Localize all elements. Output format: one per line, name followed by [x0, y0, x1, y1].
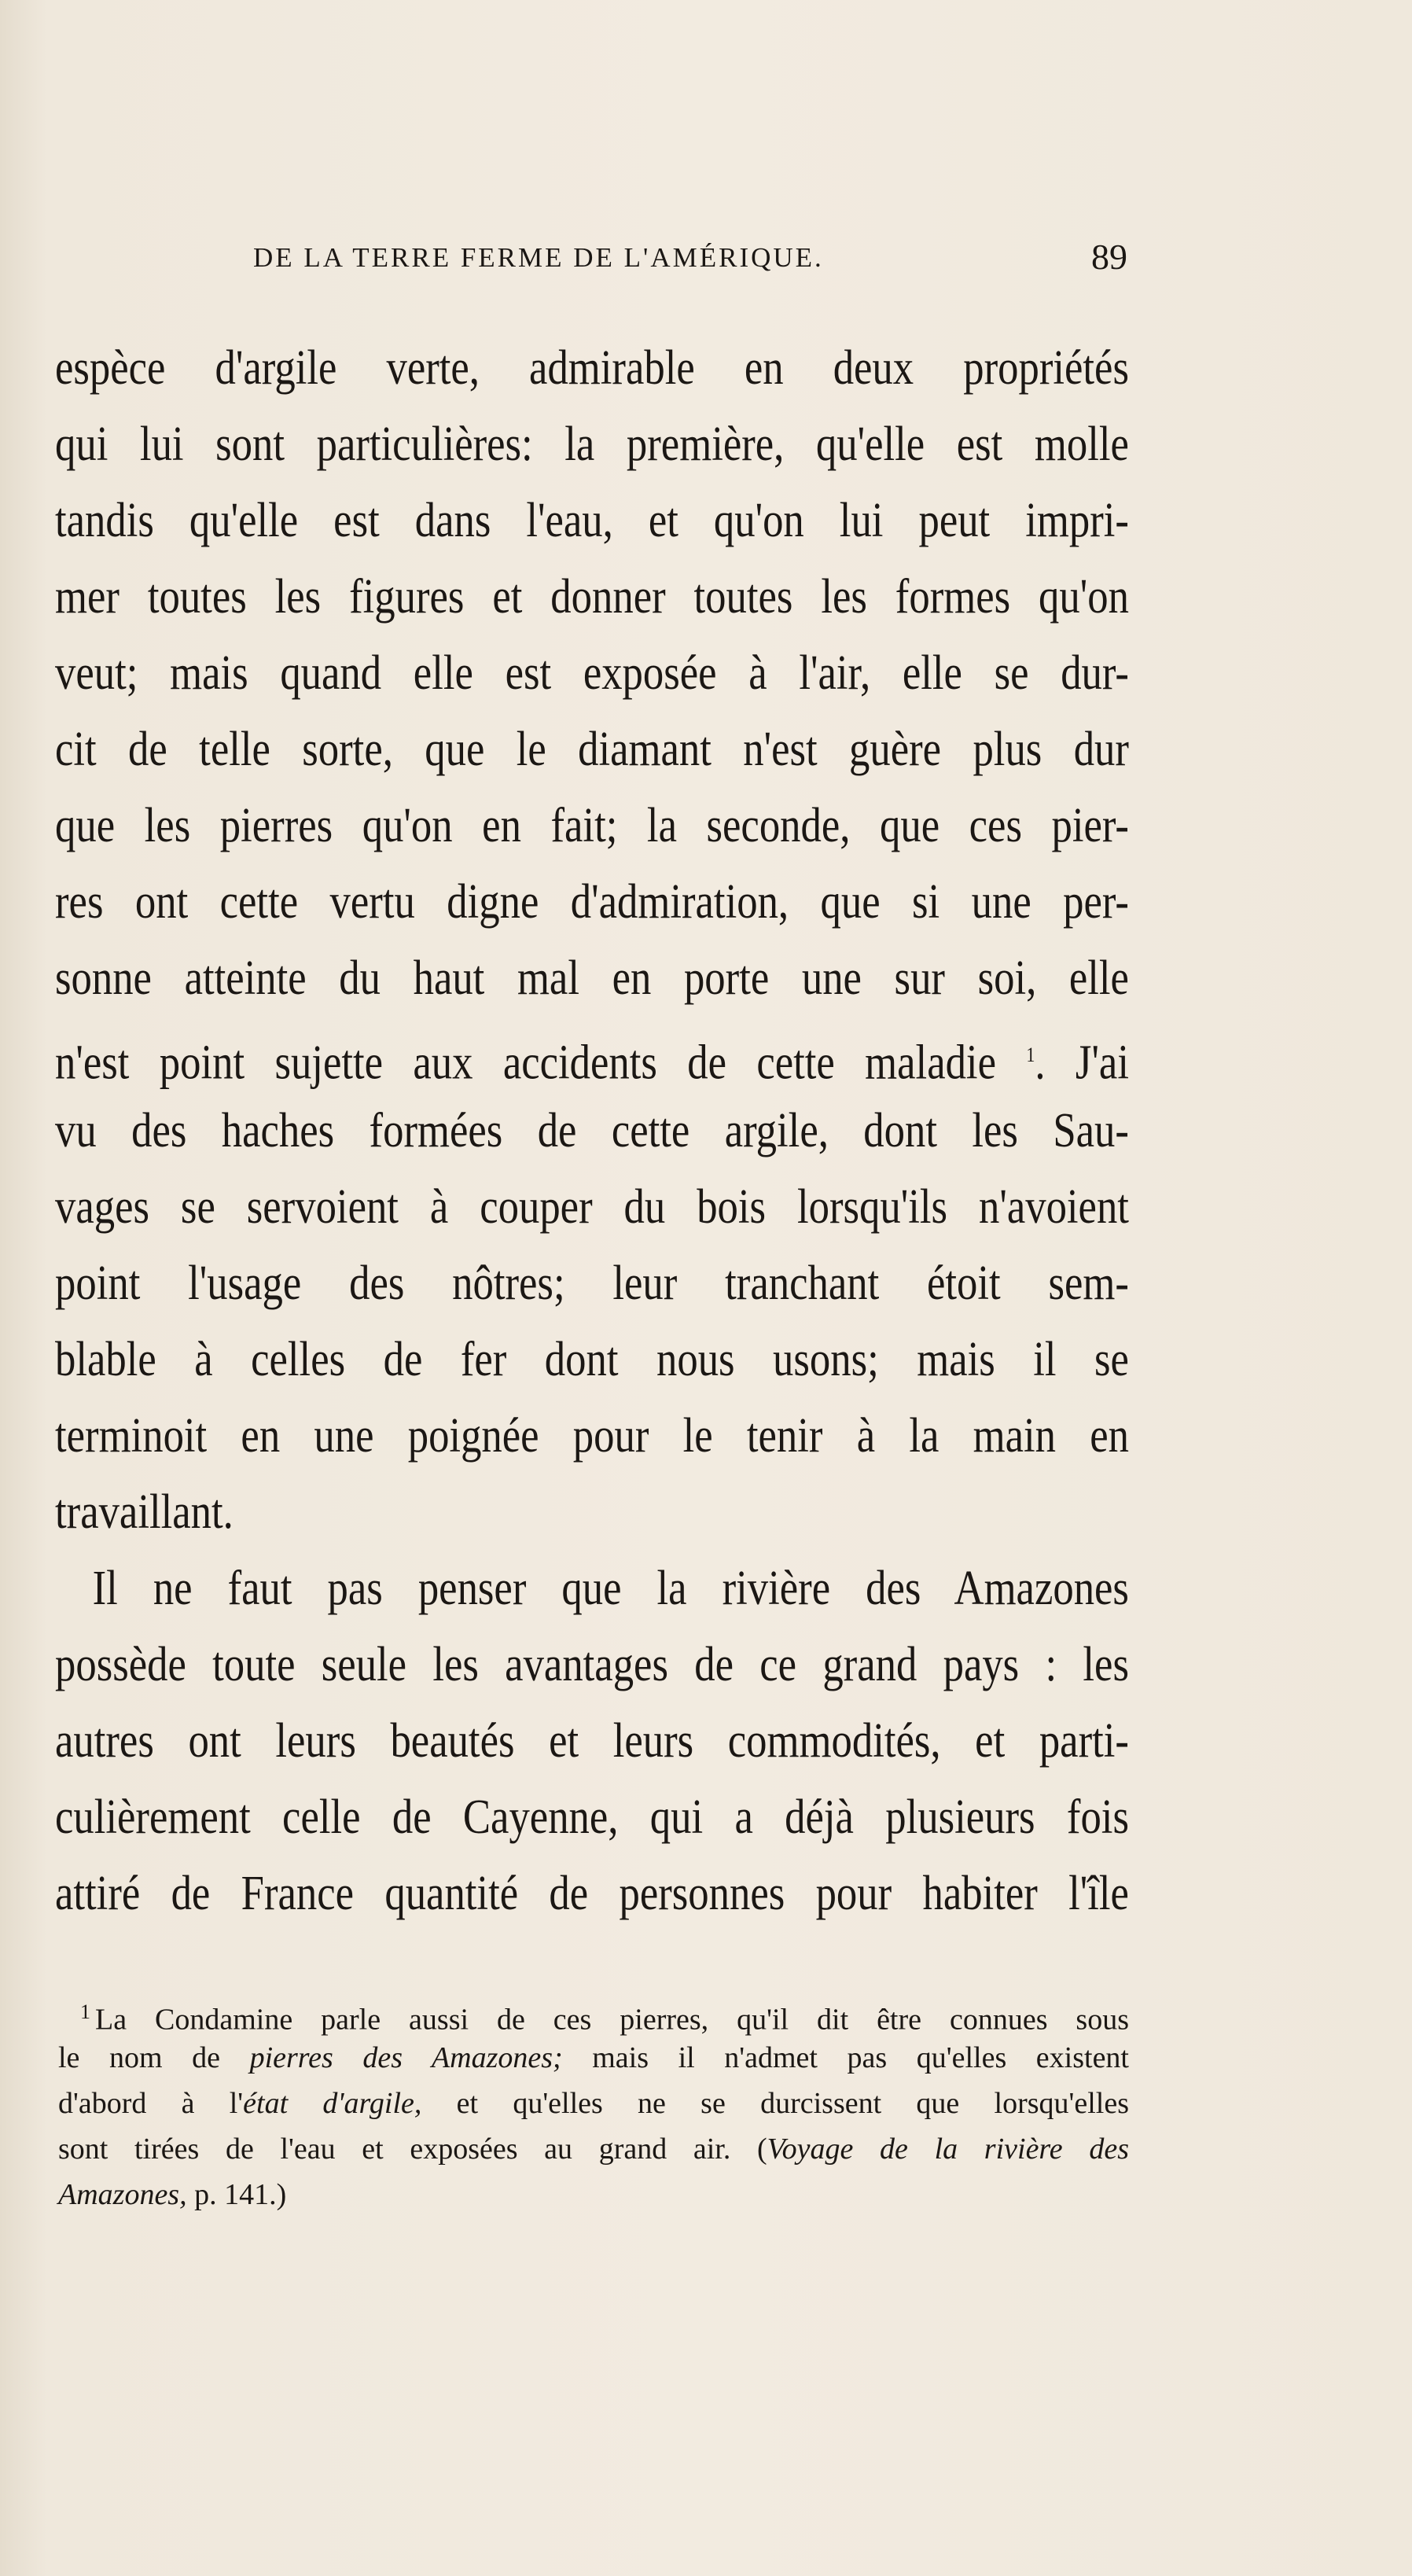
- text-segment: d'abord à l': [58, 2087, 244, 2120]
- italic-segment: Amazones,: [58, 2178, 187, 2211]
- text-line: vages se servoient à couper du bois lorsqu'ils n'avoient: [55, 1180, 1129, 1234]
- text-segment: et qu'elles ne se durcissent que lorsqu'elles: [421, 2087, 1130, 2120]
- text-line-with-footnote-ref: [55, 1017, 1129, 1093]
- footnote-line: [58, 2081, 1129, 2126]
- text-line: cit de telle sorte, que le diamant n'est guère plus dur: [55, 723, 1129, 776]
- text-line: qui lui sont particulières: la première, qu'elle est molle: [55, 418, 1129, 471]
- text-line: tandis qu'elle est dans l'eau, et qu'on lui peut impri-: [55, 494, 1129, 547]
- footnote-line: [58, 2172, 1129, 2217]
- text-segment: le nom de: [58, 2041, 250, 2074]
- text-line: mer toutes les figures et donner toutes les formes qu'on: [55, 570, 1129, 624]
- footnote-line: [58, 1989, 1129, 2035]
- text-line: attiré de France quantité de personnes pour habiter l'île: [55, 1867, 1129, 1920]
- text-segment: mais il n'admet pas qu'elles existent: [562, 2041, 1129, 2074]
- text-line: veut; mais quand elle est exposée à l'air, elle se dur-: [55, 646, 1129, 700]
- text-segment: sont tirées de l'eau et exposées au grand air. (: [58, 2133, 767, 2166]
- text-segment: . J'ai: [1035, 1036, 1129, 1090]
- text-line: point l'usage des nôtres; leur tranchant étoit sem-: [55, 1257, 1129, 1310]
- text-line: espèce d'argile verte, admirable en deux propriétés: [55, 341, 1129, 395]
- text-line: Il ne faut pas penser que la rivière des Amazones: [92, 1562, 1129, 1615]
- text-line: culièrement celle de Cayenne, qui a déjà plusieurs fois: [55, 1790, 1129, 1844]
- text-line: terminoit en une poignée pour le tenir à la main en: [55, 1409, 1129, 1463]
- text-line: possède toute seule les avantages de ce grand pays : les: [55, 1638, 1129, 1691]
- page-number: 89: [1091, 237, 1127, 277]
- text-segment: p. 141.): [186, 2178, 287, 2211]
- text-line: autres ont leurs beautés et leurs commodités, et parti-: [55, 1714, 1129, 1768]
- text-line: vu des haches formées de cette argile, dont les Sau-: [55, 1104, 1129, 1157]
- running-title: DE LA TERRE FERME DE L'AMÉRIQUE.: [253, 242, 824, 273]
- text-line: blable à celles de fer dont nous usons; mais il se: [55, 1333, 1129, 1386]
- text-line: que les pierres qu'on en fait; la seconde, que ces pier-: [55, 799, 1129, 852]
- italic-segment: pierres des Amazones;: [249, 2041, 563, 2074]
- italic-segment: état d'argile,: [243, 2087, 422, 2120]
- text-line: res ont cette vertu digne d'admiration, que si une per-: [55, 875, 1129, 929]
- text-segment: La Condamine parle aussi de ces pierres, qu'il dit être connues sous: [95, 2003, 1129, 2037]
- footnote-line: [58, 2035, 1129, 2081]
- text-line: travaillant.: [55, 1485, 233, 1539]
- footnote-mark: 1: [80, 2000, 90, 2023]
- italic-segment: Voyage de la rivière des: [767, 2133, 1129, 2166]
- text-line: sonne atteinte du haut mal en porte une sur soi, elle: [55, 951, 1129, 1005]
- page-header: [253, 236, 1127, 283]
- footnote-line: [58, 2126, 1129, 2172]
- text-segment: n'est point sujette aux accidents de cette maladie: [55, 1036, 996, 1090]
- footnote-reference: 1: [1026, 1043, 1035, 1066]
- footnote: [58, 1989, 1129, 2217]
- body-text: [55, 330, 1129, 1932]
